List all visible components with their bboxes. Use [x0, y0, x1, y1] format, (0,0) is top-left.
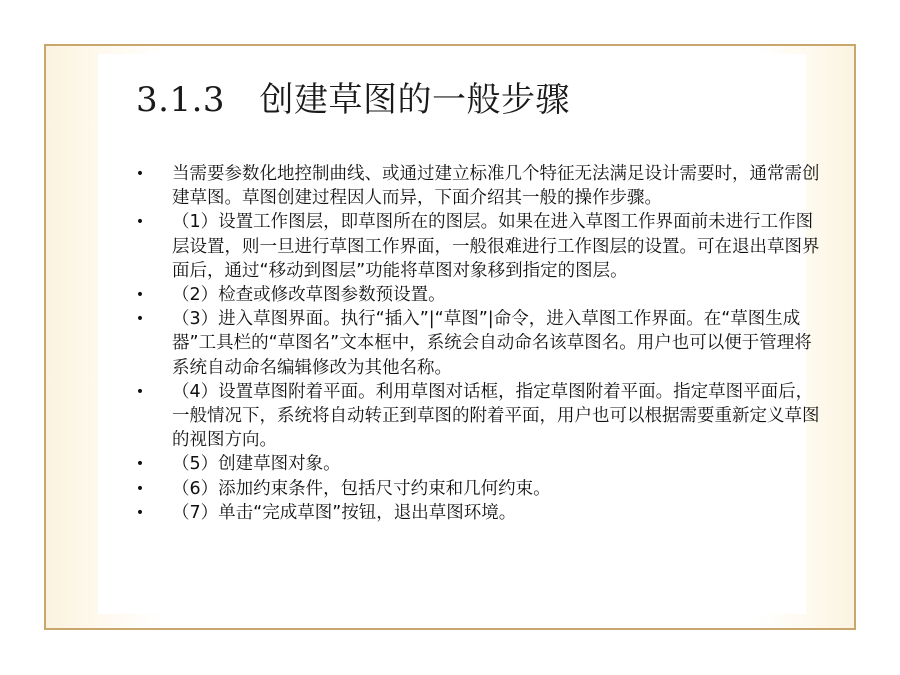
- bullet-dot-icon: •: [135, 166, 145, 182]
- bullet-dot-icon: •: [135, 311, 145, 328]
- bullet-text: 当需要参数化地控制曲线、或通过建立标准几个特征无法满足设计需要时，通常需创建草图。草图创建过程因人而异，下面介绍其一般的操作步骤。: [172, 164, 820, 209]
- bullet-text: （3）进入草图界面。执行“插入”|“草图”|命令，进入草图工作界面。在“草图生成器”工具栏的“草图名”文本框中，系统会自动命名该草图名。用户也可以便于管理将系统自动命名编辑修改为其他名称。: [172, 309, 812, 378]
- bullet-text: （7）单击“完成草图”按钮，退出草图环境。: [172, 502, 517, 523]
- bullet-dot-icon: •: [135, 287, 145, 304]
- bullet-item: [134, 210, 824, 283]
- bullet-text: （5）创建草图对象。: [172, 454, 341, 475]
- bullet-dot-icon: •: [135, 214, 145, 231]
- bullet-item: [134, 477, 824, 501]
- bullet-text: （4）设置草图附着平面。利用草图对话框，指定草图附着平面。指定草图平面后，一般情况下，系统将自动转正到草图的附着平面，用户也可以根据需要重新定义草图的视图方向。: [172, 381, 820, 451]
- bullet-text: （1）设置工作图层，即草图所在的图层。如果在进入草图工作界面前未进行工作图层设置，则一旦进行草图工作界面，一般很难进行工作图层的设置。可在退出草图界面后，通过“移动到图层”功能将草图对象移到指定的图层。: [172, 212, 820, 281]
- bullet-dot-icon: •: [135, 383, 145, 400]
- bullet-dot-icon: •: [135, 480, 145, 497]
- slide-title: 3.1.3 创建草图的一般步骤: [136, 80, 571, 120]
- bullet-item: [134, 162, 824, 210]
- bullet-item: [134, 380, 824, 453]
- bullet-item: [134, 452, 824, 476]
- bullet-text: （2）检查或修改草图参数预设置。: [172, 285, 446, 306]
- bullet-list: [134, 162, 824, 525]
- bullet-item: [134, 501, 824, 525]
- bullet-text: （6）添加约束条件，包括尺寸约束和几何约束。: [172, 478, 551, 499]
- bullet-item: [134, 283, 824, 307]
- bullet-dot-icon: •: [135, 456, 145, 473]
- bullet-item: [134, 307, 824, 380]
- bullet-dot-icon: •: [135, 504, 145, 521]
